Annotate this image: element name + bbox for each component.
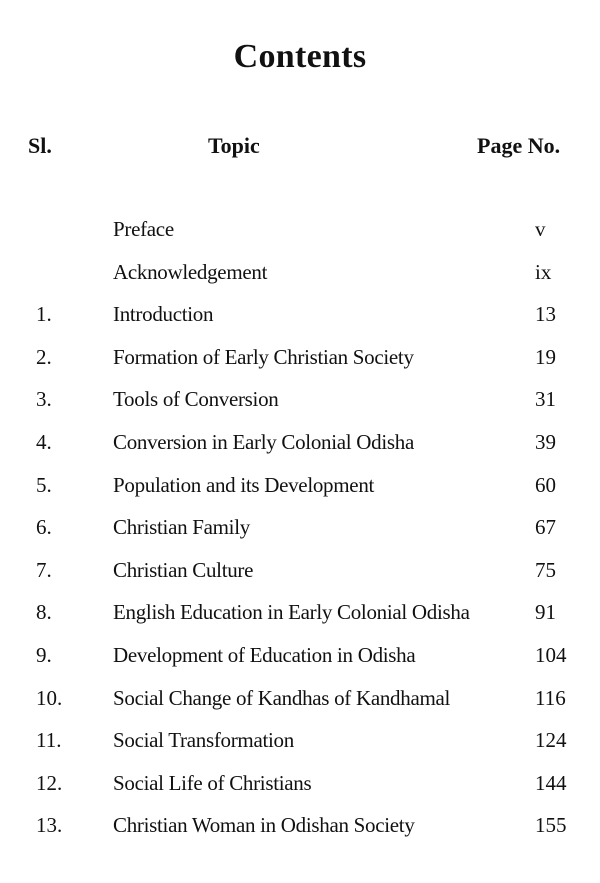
entry-topic: Social Change of Kandhas of Kandhamal: [113, 685, 451, 710]
entry-page-number: 19: [535, 344, 556, 369]
entry-topic: Introduction: [113, 302, 214, 327]
entry-topic: Population and its Development: [113, 472, 375, 497]
entry-page-number: ix: [535, 259, 552, 284]
entry-topic: Development of Education in Odisha: [113, 642, 416, 667]
contents-entry: [0, 811, 600, 854]
contents-entry: [0, 215, 600, 258]
entry-page-number: 116: [535, 685, 566, 710]
contents-entry: [0, 726, 600, 769]
entry-page-number: 124: [535, 728, 567, 753]
entry-serial-number: 4.: [36, 429, 52, 454]
entry-page-number: 155: [535, 813, 567, 838]
entry-serial-number: 3.: [36, 387, 52, 412]
entry-topic: Conversion in Early Colonial Odisha: [113, 429, 414, 454]
entry-page-number: 31: [535, 387, 556, 412]
contents-entry: [0, 258, 600, 301]
entry-serial-number: 8.: [36, 600, 52, 625]
topic-column-header: Topic: [208, 133, 260, 158]
entry-serial-number: 1.: [36, 302, 52, 327]
entry-page-number: 60: [535, 472, 556, 497]
entry-page-number: 104: [535, 642, 567, 667]
entry-topic: Preface: [113, 217, 174, 241]
entry-page-number: 91: [535, 600, 556, 625]
entry-page-number: 67: [535, 515, 556, 540]
entry-serial-number: 11.: [36, 728, 62, 753]
entry-page-number: 13: [535, 302, 556, 327]
contents-entry: [0, 385, 600, 428]
contents-entry: [0, 471, 600, 514]
entry-serial-number: 10.: [36, 685, 63, 710]
entry-page-number: v: [535, 217, 546, 241]
page-title: Contents: [233, 38, 367, 75]
entry-topic: English Education in Early Colonial Odisha: [113, 600, 470, 625]
entry-serial-number: 9.: [36, 642, 52, 667]
entry-topic: Christian Culture: [113, 557, 254, 582]
contents-entry: [0, 513, 600, 556]
entry-topic: Acknowledgement: [113, 259, 268, 284]
contents-entry: [0, 428, 600, 471]
entry-topic: Christian Woman in Odishan Society: [113, 813, 415, 838]
entry-page-number: 144: [535, 770, 567, 795]
contents-entry: [0, 556, 600, 599]
contents-header-row: [0, 133, 600, 163]
entry-topic: Social Life of Christians: [113, 770, 312, 795]
contents-entry: [0, 300, 600, 343]
contents-entry: [0, 769, 600, 812]
contents-entry: [0, 343, 600, 386]
entry-topic: Formation of Early Christian Society: [113, 344, 414, 369]
entry-topic: Christian Family: [113, 515, 250, 540]
entry-serial-number: 5.: [36, 472, 52, 497]
contents-entry: [0, 684, 600, 727]
entry-topic: Social Transformation: [113, 728, 294, 753]
entry-serial-number: 7.: [36, 557, 52, 582]
serial-column-header: Sl.: [28, 133, 52, 158]
entry-topic: Tools of Conversion: [113, 387, 279, 412]
contents-entry: [0, 598, 600, 641]
entry-serial-number: 2.: [36, 344, 52, 369]
entry-page-number: 75: [535, 557, 556, 582]
entry-serial-number: 12.: [36, 770, 63, 795]
contents-entry: [0, 641, 600, 684]
entry-serial-number: 6.: [36, 515, 52, 540]
contents-list: [0, 215, 600, 854]
page-number-column-header: Page No.: [477, 133, 561, 158]
entry-page-number: 39: [535, 429, 556, 454]
entry-serial-number: 13.: [36, 813, 63, 838]
